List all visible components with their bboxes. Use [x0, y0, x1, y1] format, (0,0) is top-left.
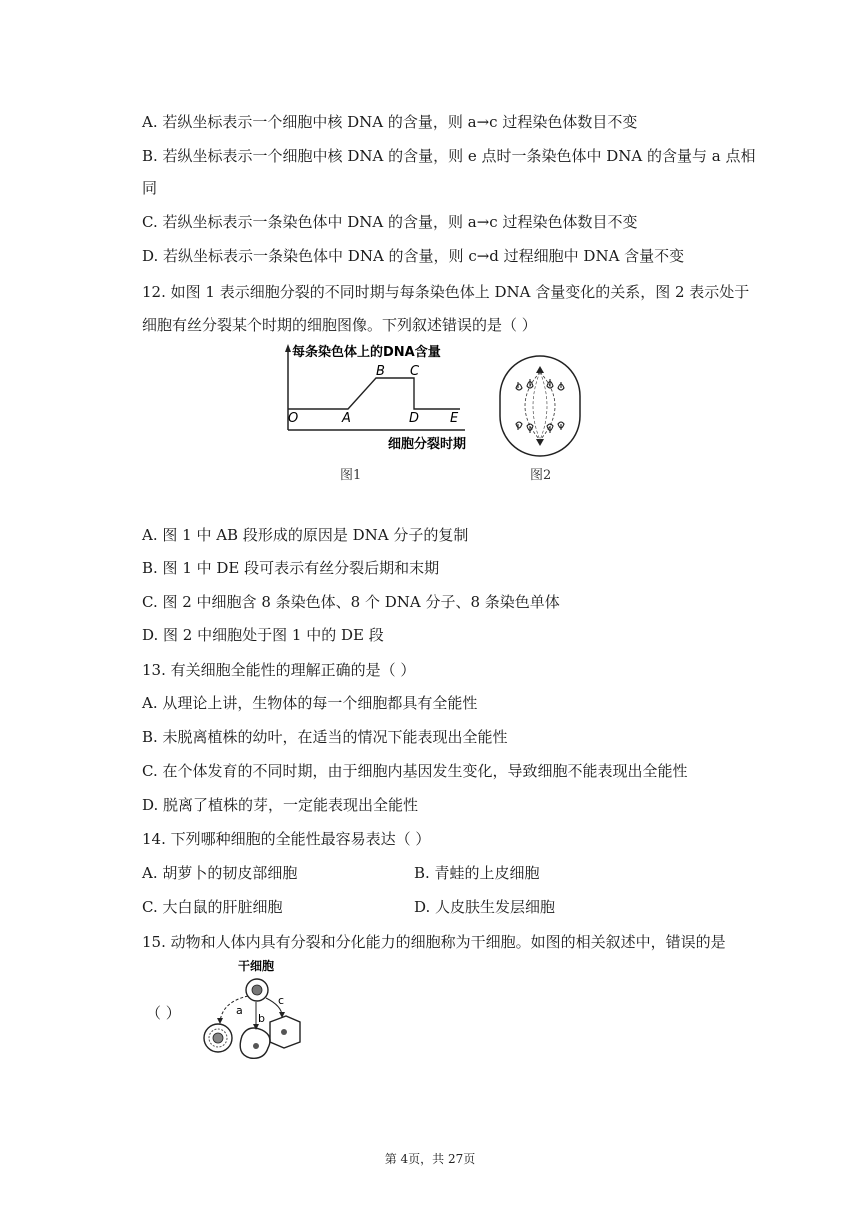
fig1-point-c: C	[410, 364, 420, 379]
fig1-point-a: A	[342, 411, 351, 426]
q11-option-b-line1: B. 若纵坐标表示一个细胞中核 DNA 的含量，则 e 点时一条染色体中 DNA 的含量与 a 点相	[142, 147, 756, 165]
page-footer: 第 4页，共 27页	[384, 1152, 476, 1166]
arrow-label-a: a	[236, 1004, 243, 1017]
q12-stem-line2: 细胞有丝分裂某个时期的细胞图像。下列叙述错误的是（ ）	[142, 316, 537, 334]
fig1-ylabel: 每条染色体上的DNA含量	[292, 345, 441, 360]
fig2-caption: 图2	[530, 468, 552, 483]
q13-option-d: D. 脱离了植株的芽，一定能表现出全能性	[142, 796, 419, 814]
q14-stem: 14. 下列哪种细胞的全能性最容易表达（ ）	[142, 830, 431, 848]
arrow-label-b: b	[258, 1012, 265, 1025]
q12-option-a: A. 图 1 中 AB 段形成的原因是 DNA 分子的复制	[142, 526, 469, 544]
q12-option-b: B. 图 1 中 DE 段可表示有丝分裂后期和末期	[142, 559, 440, 577]
fig1-point-d: D	[409, 411, 420, 426]
fig1-point-o: O	[288, 411, 299, 426]
q15-answer-paren: （ ）	[146, 1004, 181, 1022]
q11-option-d: D. 若纵坐标表示一条染色体中 DNA 的含量，则 c→d 过程细胞中 DNA 含量不变	[142, 247, 685, 265]
q13-option-a: A. 从理论上讲，生物体的每一个细胞都具有全能性	[142, 694, 478, 712]
q12-option-d: D. 图 2 中细胞处于图 1 中的 DE 段	[142, 626, 384, 644]
stem-cell-title: 干细胞	[238, 959, 275, 973]
q12-stem-line1: 12. 如图 1 表示细胞分裂的不同时期与每条染色体上 DNA 含量变化的关系，图 2 表示处于	[142, 283, 750, 301]
q15-stem-cell-figure	[198, 958, 318, 1068]
q12-figure-1	[280, 340, 480, 460]
q14-option-b: B. 青蛙的上皮细胞	[414, 864, 540, 882]
fig1-xlabel: 细胞分裂时期	[388, 437, 467, 452]
q13-option-b: B. 未脱离植株的幼叶，在适当的情况下能表现出全能性	[142, 728, 508, 746]
arrow-label-c: c	[278, 994, 285, 1007]
q15-stem: 15. 动物和人体内具有分裂和分化能力的细胞称为干细胞。如图的相关叙述中，错误的是	[142, 933, 726, 951]
fig1-point-b: B	[376, 364, 385, 379]
q13-stem: 13. 有关细胞全能性的理解正确的是（ ）	[142, 661, 416, 679]
fig1-point-e: E	[450, 411, 459, 426]
q12-option-c: C. 图 2 中细胞含 8 条染色体、8 个 DNA 分子、8 条染色单体	[142, 593, 560, 611]
q11-option-a: A. 若纵坐标表示一个细胞中核 DNA 的含量，则 a→c 过程染色体数目不变	[142, 113, 638, 131]
q12-figure-2	[496, 352, 586, 464]
q11-option-b-line2: 同	[142, 179, 158, 197]
q14-option-d: D. 人皮肤生发层细胞	[414, 898, 556, 916]
fig1-caption: 图1	[340, 468, 362, 483]
q14-option-c: C. 大白鼠的肝脏细胞	[142, 898, 283, 916]
q13-option-c: C. 在个体发育的不同时期，由于细胞内基因发生变化，导致细胞不能表现出全能性	[142, 762, 688, 780]
q14-option-a: A. 胡萝卜的韧皮部细胞	[142, 864, 298, 882]
q11-option-c: C. 若纵坐标表示一条染色体中 DNA 的含量，则 a→c 过程染色体数目不变	[142, 213, 638, 231]
